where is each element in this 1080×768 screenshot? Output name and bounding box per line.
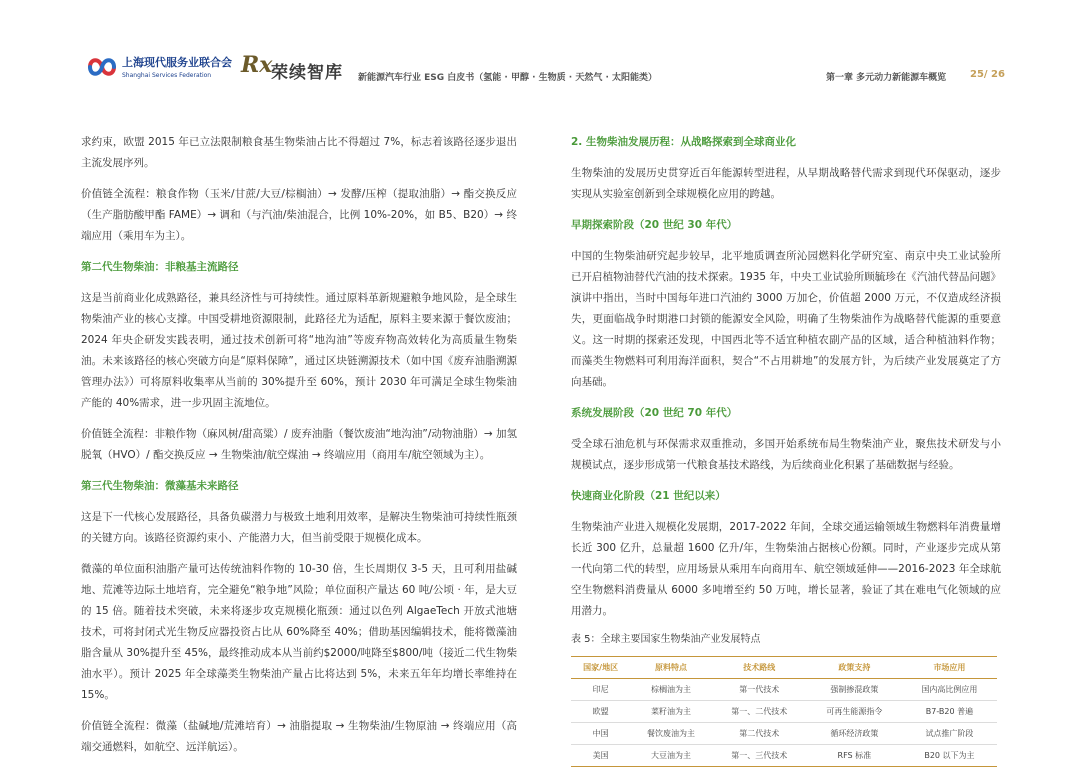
- column-header: 技术路线: [712, 657, 807, 679]
- table-header-row: [571, 657, 997, 679]
- section-heading: 第三代生物柴油：微藻基未来路径: [81, 480, 239, 492]
- table-row: [571, 679, 997, 701]
- paragraph: 求约束，欧盟 2015 年已立法限制粮食基生物柴油占比不得超过 7%，标志着该路径逐步退出主流发展序列。: [81, 136, 517, 169]
- table-cell: 菜籽油为主: [630, 701, 711, 723]
- column-header: 政策支持: [807, 657, 902, 679]
- section-heading: 2. 生物柴油发展历程：从战略探索到全球商业化: [571, 136, 796, 148]
- column-header: 市场应用: [902, 657, 997, 679]
- table-cell: 第一、三代技术: [712, 745, 807, 767]
- table-cell: 第一、二代技术: [712, 701, 807, 723]
- right-column: [571, 132, 1001, 767]
- paragraph: 生物柴油产业进入规模化发展期，2017-2022 年间，全球交通运输领域生物燃料年消费量增长近 300 亿升，总量超 1600 亿升/年，生物柴油占据核心份额。同时，产业逐步完成从第一代向第二代的转型，应用场景从乘用车向商用车、航空领域延伸——2016-2023 年全球航空生物燃料消费量从 6000 多吨增至约 50 万吨，增长显著，验证了其在难电气化领域的应用潜力。: [571, 521, 1001, 617]
- table-cell: 国内高比例应用: [902, 679, 997, 701]
- table-caption: 表 5：全球主要国家生物柴油产业发展特点: [571, 634, 761, 645]
- table-cell: 大豆油为主: [630, 745, 711, 767]
- table-cell: B7-B20 普遍: [902, 701, 997, 723]
- table-cell: 中国: [571, 723, 630, 745]
- biodiesel-country-table: [571, 656, 997, 767]
- table-cell: 强制掺混政策: [807, 679, 902, 701]
- table-row: [571, 745, 997, 767]
- table-cell: 可再生能源指令: [807, 701, 902, 723]
- left-column: [81, 132, 517, 768]
- paragraph: 价值链全流程：非粮作物（麻风树/甜高粱）/ 废弃油脂（餐饮废油“地沟油”/动物油脂）→ 加氢脱氧（HVO）/ 酯交换反应 → 生物柴油/航空煤油 → 终端应用（商用车/航空领域为主）。: [81, 428, 517, 461]
- table-cell: 欧盟: [571, 701, 630, 723]
- federation-emblem-icon: [86, 54, 118, 80]
- table-cell: 美国: [571, 745, 630, 767]
- org-name-en: Shanghai Services Federation: [122, 72, 212, 79]
- table-cell: 餐饮废油为主: [630, 723, 711, 745]
- column-header: 原料特点: [630, 657, 711, 679]
- table-cell: 印尼: [571, 679, 630, 701]
- document-title: 新能源汽车行业 ESG 白皮书（氢能 · 甲醇 · 生物质 · 天然气 · 太阳能类）: [358, 73, 658, 83]
- table-row: [571, 701, 997, 723]
- shanghai-services-federation-logo: [86, 52, 236, 86]
- paragraph: 价值链全流程：微藻（盐碱地/荒滩培育）→ 油脂提取 → 生物柴油/生物原油 → 终端应用（高端交通燃料，如航空、远洋航运）。: [81, 720, 517, 753]
- section-heading: 第二代生物柴油：非粮基主流路径: [81, 261, 239, 273]
- table-cell: 第一代技术: [712, 679, 807, 701]
- table-cell: RFS 标准: [807, 745, 902, 767]
- paragraph: 受全球石油危机与环保需求双重推动，多国开始系统布局生物柴油产业，聚焦技术研发与小规模试点，逐步形成第一代粮食基技术路线，为后续商业化积累了基础数据与经验。: [571, 438, 1001, 471]
- paragraph: 微藻的单位面积油脂产量可达传统油料作物的 10-30 倍，生长周期仅 3-5 天，且可利用盐碱地、荒滩等边际土地培育，完全避免“粮争地”风险；单位面积产量达 60 吨/公顷 · 年，是大豆的 15 倍。随着技术突破，未来将逐步攻克规模化瓶颈：通过以色列 AlgaeTech 开放式池塘技术，可将封闭式光生物反应器投资占比从 60%降至 40%；借助基因编辑技术，能将微藻油脂含量从 30%提升至 45%，最终推动成本从当前约$2000/吨降至$800/吨（接近二代生物柴油水平）。预计 2025 年全球藻类生物柴油产量占比将达到 5%，未来五年年均增长率维持在 15%。: [81, 563, 517, 701]
- section-heading: 系统发展阶段（20 世纪 70 年代）: [571, 407, 738, 419]
- paragraph: 价值链全流程：粮食作物（玉米/甘蔗/大豆/棕榈油）→ 发酵/压榨（提取油脂）→ 酯交换反应（生产脂肪酸甲酯 FAME）→ 调和（与汽油/柴油混合，比例 10%-20%，如 B5、B20）→ 终端应用（乘用车为主）。: [81, 188, 517, 242]
- page-header: [0, 48, 1080, 90]
- table-cell: 棕榈油为主: [630, 679, 711, 701]
- brand-name: 荣续智库: [271, 63, 343, 83]
- table-row: [571, 723, 997, 745]
- paragraph: 这是下一代核心发展路径，具备负碳潜力与极致土地利用效率，是解决生物柴油可持续性瓶颈的关键方向。该路径资源约束小、产能潜力大，但当前受限于规模化成本。: [81, 511, 517, 544]
- paragraph: 生物柴油的发展历史贯穿近百年能源转型进程，从早期战略替代需求到现代环保驱动，逐步实现从实验室创新到全球规模化应用的跨越。: [571, 167, 1001, 200]
- section-heading: 快速商业化阶段（21 世纪以来）: [571, 490, 726, 502]
- table-cell: 试点推广阶段: [902, 723, 997, 745]
- paragraph: 中国的生物柴油研究起步较早，北平地质调查所沁园燃料化学研究室、南京中央工业试验所已开启植物油替代汽油的技术探索。1935 年，中央工业试验所顾毓珍在《汽油代替品问题》演讲中指出，当时中国每年进口汽油约 3000 万加仑，价值超 2000 万元，不仅造成经济损失，更面临战争时期港口封锁的能源安全风险，明确了生物柴油作为战略替代能源的重要意义。这一时期的探索还发现，中国西北等不适宜种植农副产品的区域，适合种植油料作物；而藻类生物燃料可利用海洋面积，契合“不占用耕地”的发展方针，为后续产业发展奠定了方向基础。: [571, 250, 1001, 388]
- table-cell: 循环经济政策: [807, 723, 902, 745]
- rx-mark-icon: Rx: [241, 52, 273, 78]
- section-heading: 早期探索阶段（20 世纪 30 年代）: [571, 219, 738, 231]
- org-name: 上海现代服务业联合会: [122, 56, 232, 69]
- chapter-title: 第一章 多元动力新能源车概览: [826, 73, 947, 83]
- column-header: 国家/地区: [571, 657, 630, 679]
- table-cell: 第二代技术: [712, 723, 807, 745]
- paragraph: 这是当前商业化成熟路径，兼具经济性与可持续性。通过原料革新规避粮争地风险，是全球生物柴油产业的核心支撑。中国受耕地资源限制，此路径尤为适配，原料主要来源于餐饮废油；2024 年央企研发实践表明，通过技术创新可将“地沟油”等废弃物高效转化为高质量生物柴油。未来该路径的核心突破方向是“原料保障”，通过区块链溯源技术（如中国《废弃油脂溯源管理办法》）可将原料收集率从当前的 30%提升至 60%，预计 2030 年可满足全球生物柴油产能的 40%需求，进一步巩固主流地位。: [81, 292, 517, 409]
- page-number: 25/ 26: [970, 69, 1005, 80]
- table-cell: B20 以下为主: [902, 745, 997, 767]
